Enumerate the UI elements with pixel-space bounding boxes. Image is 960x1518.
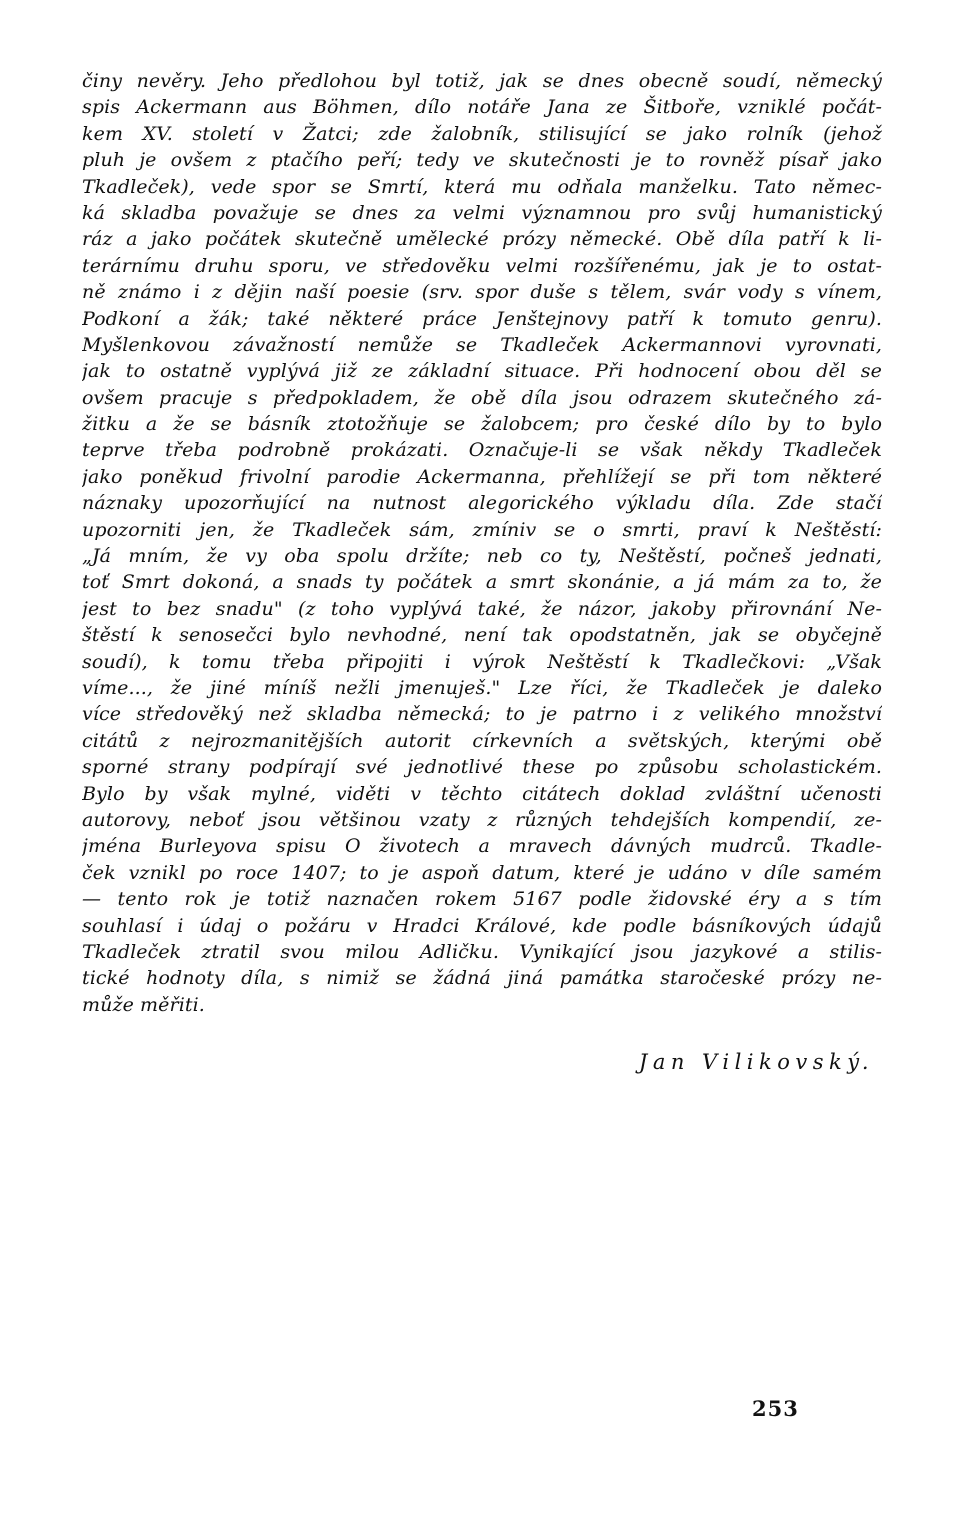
text-line: ráz a jako počátek skutečně umělecké prózy německé. Obě díla patří k li- <box>82 228 882 251</box>
text-line: ček vznikl po roce 1407; to je aspoň datum, které je udáno v díle samém <box>82 861 882 884</box>
text-line: spis Ackermann aus Böhmen, dílo notáře Jana ze Šitboře, vzniklé počát- <box>82 96 882 119</box>
text-line: souhlasí i údaj o požáru v Hradci Králové, kde podle básníkových údajů <box>82 914 882 937</box>
text-line: jména Burleyova spisu O životech a mravech dávných mudrců. Tkadle- <box>82 835 882 858</box>
text-line: náznaky upozorňující na nutnost alegorického výkladu díla. Zde stačí <box>82 492 882 515</box>
text-line: „Já mním, že vy oba spolu držíte; neb co ty, Neštěstí, počneš jednati, <box>82 545 882 568</box>
text-line: jak to ostatně vyplývá již ze základní situace. Při hodnocení obou děl se <box>82 360 882 383</box>
text-line: ká skladba považuje se dnes za velmi významnou pro svůj humanistický <box>82 201 882 224</box>
text-line: soudí), k tomu třeba připojiti i výrok Neštěstí k Tkadlečkovi: „Však <box>82 650 882 673</box>
text-line: pluh je ovšem z ptačího peří; tedy ve skutečnosti je to rovněž písař jako <box>82 149 882 172</box>
text-line: ovšem pracuje s předpokladem, že obě díla jsou odrazem skutečného zá- <box>82 386 882 409</box>
text-line: terárnímu druhu sporu, ve středověku velmi rozšířenému, jak je to ostat- <box>82 254 882 277</box>
text-line: — tento rok je totiž naznačen rokem 5167 podle židovské éry a s tím <box>82 888 882 911</box>
text-line: víme..., že jiné míníš nežli jmenuješ." Lze říci, že Tkadleček je daleko <box>82 676 882 699</box>
text-line: více středověký než skladba německá; to je patrno i z velikého množství <box>82 703 882 726</box>
text-line: upozorniti jen, že Tkadleček sám, zmíniv se o smrti, praví k Neštěstí: <box>82 518 882 541</box>
text-line: teprve třeba podrobně prokázati. Označuje-li se však někdy Tkadleček <box>82 439 882 462</box>
body-text <box>82 68 882 1018</box>
text-line: Bylo by však mylné, viděti v těchto citátech doklad zvláštní učenosti <box>82 782 882 805</box>
text-line: citátů z nejrozmanitějších autorit církevních a světských, kterými obě <box>82 729 882 752</box>
text-line: žitku a že se básník ztotožňuje se žalobcem; pro české dílo by to bylo <box>82 413 882 436</box>
text-line: toť Smrt dokoná, a snads ty počátek a smrt skonánie, a já mám za to, že <box>82 571 882 594</box>
text-line: štěstí k senosečci bylo nevhodné, není tak opodstatněn, jak se obyčejně <box>82 624 882 647</box>
text-line: autorovy, neboť jsou většinou vzaty z různých tehdejších kompendií, ze- <box>82 808 882 831</box>
text-line: jest to bez snadu" (z toho vyplývá také, že názor, jakoby přirovnání Ne- <box>82 597 882 620</box>
text-line: tické hodnoty díla, s nimiž se žádná jiná památka staročeské prózy ne- <box>82 967 882 990</box>
text-line: ně známo i z dějin naší poesie (srv. spor duše s tělem, svár vody s vínem, <box>82 281 882 304</box>
text-line: Tkadleček ztratil svou milou Adličku. Vynikající jsou jazykové a stilis- <box>82 940 882 963</box>
text-line: kem XV. století v Žatci; zde žalobník, stilisující se jako rolník (jehož <box>82 122 882 145</box>
text-line: sporné strany podpírají své jednotlivé these po způsobu scholastickém. <box>82 756 882 779</box>
page-number: 253 <box>752 1396 799 1421</box>
text-line: jako poněkud frivolní parodie Ackermanna, přehlížejí se při tom některé <box>82 465 882 488</box>
text-line: může měřiti. <box>82 993 205 1016</box>
text-line: Podkoní a žák; také některé práce Jenštejnovy patří k tomuto genru). <box>82 307 882 330</box>
text-line: činy nevěry. Jeho předlohou byl totiž, jak se dnes obecně soudí, německý <box>82 70 882 92</box>
text-line: Tkadleček), vede spor se Smrtí, která mu odňala manželku. Tato němec- <box>82 175 882 198</box>
author-signature: Jan Vilikovský. <box>638 1050 874 1074</box>
text-line: Myšlenkovou závažností nemůže se Tkadleček Ackermannovi vyrovnati, <box>82 333 882 356</box>
